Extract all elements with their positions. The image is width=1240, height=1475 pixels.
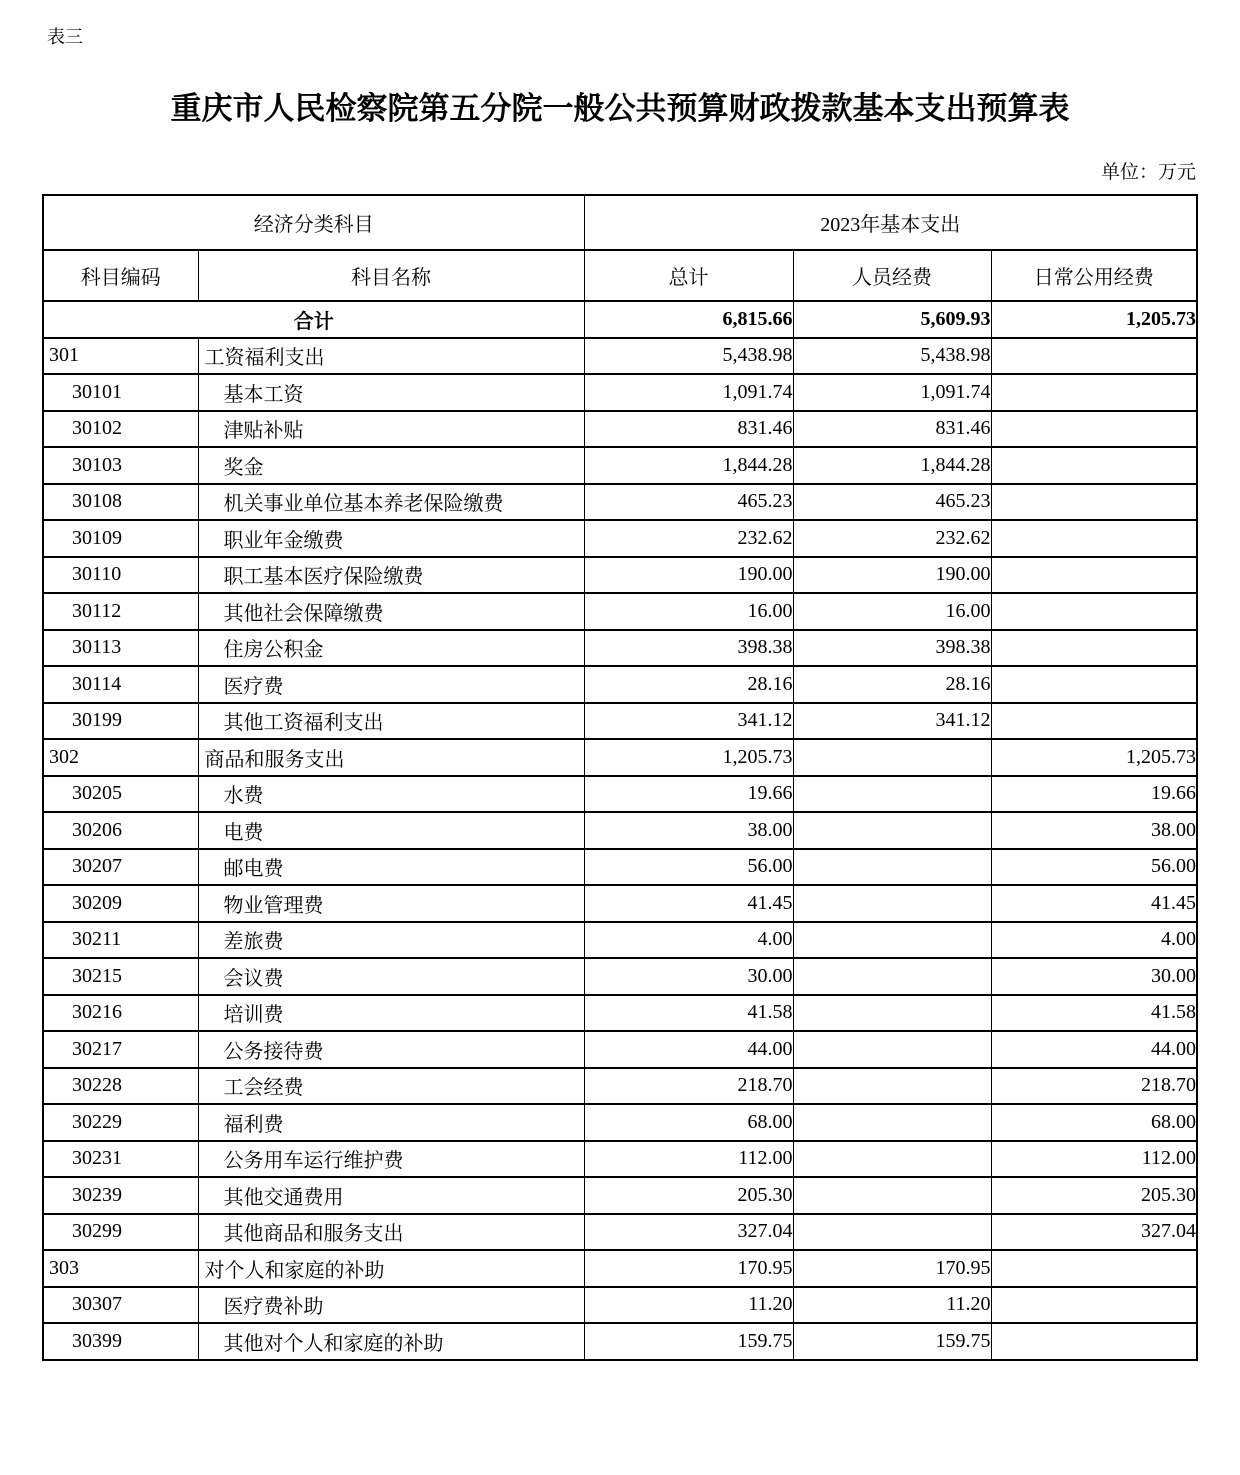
cell-subject-name: 公务接待费: [198, 1031, 584, 1068]
table-row: [43, 885, 1197, 922]
unit-note: 单位：万元: [1100, 162, 1196, 183]
cell-subject-name: 奖金: [198, 447, 584, 484]
table-row: [43, 484, 1197, 521]
cell-subject-code: 30108: [43, 484, 198, 521]
page-title: 重庆市人民检察院第五分院一般公共预算财政拨款基本支出预算表: [170, 91, 1070, 126]
cell-total: 1,205.73: [584, 739, 793, 776]
cell-daily: [991, 1250, 1197, 1287]
cell-total: 38.00: [584, 812, 793, 849]
header-economic-classification: 经济分类科目: [43, 195, 584, 250]
cell-total: 327.04: [584, 1214, 793, 1251]
cell-daily: 205.30: [991, 1177, 1197, 1214]
cell-daily: 41.45: [991, 885, 1197, 922]
cell-personnel: [793, 1031, 991, 1068]
grand-total-row: [43, 301, 1197, 338]
cell-subject-code: 302: [43, 739, 198, 776]
table-row: [43, 447, 1197, 484]
cell-total: 232.62: [584, 520, 793, 557]
cell-total: 218.70: [584, 1068, 793, 1105]
cell-total: 1,091.74: [584, 374, 793, 411]
cell-subject-name: 其他商品和服务支出: [198, 1214, 584, 1251]
table-row: [43, 338, 1197, 375]
cell-subject-code: 303: [43, 1250, 198, 1287]
table-row: [43, 630, 1197, 667]
table-row: [43, 958, 1197, 995]
cell-total: 30.00: [584, 958, 793, 995]
table-row: [43, 1104, 1197, 1141]
cell-subject-name: 其他工资福利支出: [198, 703, 584, 740]
cell-daily: [991, 630, 1197, 667]
table-row: [43, 1323, 1197, 1360]
cell-total: 68.00: [584, 1104, 793, 1141]
cell-total: 341.12: [584, 703, 793, 740]
table-header: [43, 195, 1197, 301]
cell-personnel: 159.75: [793, 1323, 991, 1360]
cell-personnel: 11.20: [793, 1287, 991, 1324]
table-row: [43, 557, 1197, 594]
cell-daily: 19.66: [991, 776, 1197, 813]
cell-subject-code: 30307: [43, 1287, 198, 1324]
cell-personnel: 5,438.98: [793, 338, 991, 375]
table-row: [43, 1287, 1197, 1324]
cell-daily: [991, 447, 1197, 484]
table-row: [43, 812, 1197, 849]
table-row: [43, 666, 1197, 703]
cell-daily: [991, 1323, 1197, 1360]
cell-personnel: 341.12: [793, 703, 991, 740]
cell-total: 41.58: [584, 995, 793, 1032]
header-group-row: [43, 195, 1197, 250]
cell-daily: [991, 374, 1197, 411]
cell-subject-name: 福利费: [198, 1104, 584, 1141]
cell-total: 190.00: [584, 557, 793, 594]
cell-subject-code: 30199: [43, 703, 198, 740]
cell-subject-code: 30216: [43, 995, 198, 1032]
cell-daily: [991, 666, 1197, 703]
cell-subject-name: 基本工资: [198, 374, 584, 411]
cell-subject-code: 30231: [43, 1141, 198, 1178]
cell-subject-name: 医疗费: [198, 666, 584, 703]
cell-subject-code: 30239: [43, 1177, 198, 1214]
cell-subject-name: 公务用车运行维护费: [198, 1141, 584, 1178]
table-row: [43, 374, 1197, 411]
cell-personnel: 170.95: [793, 1250, 991, 1287]
cell-personnel: 1,091.74: [793, 374, 991, 411]
document-page: [0, 25, 1240, 1475]
cell-personnel: [793, 776, 991, 813]
cell-subject-code: 30113: [43, 630, 198, 667]
header-2023-basic-expenditure: 2023年基本支出: [584, 195, 1197, 250]
cell-total: 398.38: [584, 630, 793, 667]
col-header-subject-name: 科目名称: [198, 250, 584, 301]
cell-total: 4.00: [584, 922, 793, 959]
budget-table: [42, 194, 1198, 1361]
cell-daily: 112.00: [991, 1141, 1197, 1178]
grand-total-daily: 1,205.73: [991, 301, 1197, 338]
cell-subject-code: 30114: [43, 666, 198, 703]
cell-daily: [991, 520, 1197, 557]
cell-subject-code: 30209: [43, 885, 198, 922]
cell-personnel: [793, 995, 991, 1032]
cell-personnel: [793, 1141, 991, 1178]
cell-subject-name: 机关事业单位基本养老保险缴费: [198, 484, 584, 521]
cell-subject-name: 其他社会保障缴费: [198, 593, 584, 630]
cell-subject-code: 30217: [43, 1031, 198, 1068]
cell-personnel: 28.16: [793, 666, 991, 703]
cell-subject-name: 会议费: [198, 958, 584, 995]
cell-daily: 218.70: [991, 1068, 1197, 1105]
cell-daily: 30.00: [991, 958, 1197, 995]
cell-subject-code: 30299: [43, 1214, 198, 1251]
cell-total: 112.00: [584, 1141, 793, 1178]
grand-total-label: 合计: [43, 301, 584, 338]
cell-subject-code: 30103: [43, 447, 198, 484]
cell-total: 170.95: [584, 1250, 793, 1287]
cell-total: 11.20: [584, 1287, 793, 1324]
cell-total: 159.75: [584, 1323, 793, 1360]
cell-personnel: 398.38: [793, 630, 991, 667]
cell-subject-code: 30205: [43, 776, 198, 813]
cell-subject-name: 商品和服务支出: [198, 739, 584, 776]
cell-total: 1,844.28: [584, 447, 793, 484]
cell-personnel: 16.00: [793, 593, 991, 630]
cell-subject-code: 30399: [43, 1323, 198, 1360]
col-header-personnel-expense: 人员经费: [793, 250, 991, 301]
cell-subject-name: 邮电费: [198, 849, 584, 886]
cell-total: 44.00: [584, 1031, 793, 1068]
cell-daily: [991, 484, 1197, 521]
cell-subject-name: 工会经费: [198, 1068, 584, 1105]
col-header-total: 总计: [584, 250, 793, 301]
cell-daily: [991, 1287, 1197, 1324]
cell-daily: [991, 593, 1197, 630]
table-body: [43, 301, 1197, 1360]
cell-subject-code: 30229: [43, 1104, 198, 1141]
cell-daily: [991, 703, 1197, 740]
col-header-daily-public-expense: 日常公用经费: [991, 250, 1197, 301]
grand-total-sum: 6,815.66: [584, 301, 793, 338]
cell-subject-code: 30101: [43, 374, 198, 411]
table-row: [43, 995, 1197, 1032]
cell-subject-code: 30207: [43, 849, 198, 886]
cell-daily: 38.00: [991, 812, 1197, 849]
cell-personnel: [793, 1068, 991, 1105]
table-row: [43, 411, 1197, 448]
table-row: [43, 1141, 1197, 1178]
cell-subject-name: 水费: [198, 776, 584, 813]
table-row: [43, 1250, 1197, 1287]
table-row: [43, 849, 1197, 886]
cell-subject-name: 其他对个人和家庭的补助: [198, 1323, 584, 1360]
cell-daily: 4.00: [991, 922, 1197, 959]
table-row: [43, 776, 1197, 813]
cell-daily: 41.58: [991, 995, 1197, 1032]
table-row: [43, 593, 1197, 630]
cell-subject-name: 工资福利支出: [198, 338, 584, 375]
cell-daily: 56.00: [991, 849, 1197, 886]
cell-personnel: [793, 885, 991, 922]
cell-total: 16.00: [584, 593, 793, 630]
cell-subject-code: 30110: [43, 557, 198, 594]
table-row: [43, 520, 1197, 557]
cell-subject-code: 30109: [43, 520, 198, 557]
cell-personnel: [793, 922, 991, 959]
cell-subject-name: 职业年金缴费: [198, 520, 584, 557]
cell-personnel: [793, 849, 991, 886]
cell-subject-code: 30206: [43, 812, 198, 849]
cell-personnel: 232.62: [793, 520, 991, 557]
cell-personnel: [793, 1104, 991, 1141]
column-header-row: [43, 250, 1197, 301]
cell-subject-name: 物业管理费: [198, 885, 584, 922]
col-header-subject-code: 科目编码: [43, 250, 198, 301]
cell-total: 205.30: [584, 1177, 793, 1214]
cell-daily: 68.00: [991, 1104, 1197, 1141]
cell-subject-code: 30112: [43, 593, 198, 630]
table-row: [43, 1031, 1197, 1068]
cell-subject-name: 差旅费: [198, 922, 584, 959]
cell-personnel: [793, 1214, 991, 1251]
cell-personnel: 190.00: [793, 557, 991, 594]
cell-subject-name: 对个人和家庭的补助: [198, 1250, 584, 1287]
cell-subject-name: 其他交通费用: [198, 1177, 584, 1214]
cell-daily: [991, 338, 1197, 375]
cell-daily: 1,205.73: [991, 739, 1197, 776]
table-label: 表三: [47, 27, 83, 47]
cell-total: 41.45: [584, 885, 793, 922]
table-row: [43, 739, 1197, 776]
table-row: [43, 922, 1197, 959]
cell-daily: [991, 411, 1197, 448]
cell-total: 5,438.98: [584, 338, 793, 375]
cell-subject-name: 医疗费补助: [198, 1287, 584, 1324]
cell-subject-code: 30102: [43, 411, 198, 448]
table-row: [43, 1214, 1197, 1251]
cell-total: 465.23: [584, 484, 793, 521]
table-row: [43, 703, 1197, 740]
table-row: [43, 1068, 1197, 1105]
cell-subject-name: 住房公积金: [198, 630, 584, 667]
cell-daily: [991, 557, 1197, 594]
cell-subject-code: 30211: [43, 922, 198, 959]
cell-subject-name: 培训费: [198, 995, 584, 1032]
cell-daily: 327.04: [991, 1214, 1197, 1251]
grand-total-personnel: 5,609.93: [793, 301, 991, 338]
cell-personnel: [793, 812, 991, 849]
cell-total: 19.66: [584, 776, 793, 813]
cell-subject-code: 30215: [43, 958, 198, 995]
cell-total: 28.16: [584, 666, 793, 703]
cell-subject-name: 津贴补贴: [198, 411, 584, 448]
cell-total: 831.46: [584, 411, 793, 448]
cell-total: 56.00: [584, 849, 793, 886]
table-row: [43, 1177, 1197, 1214]
cell-subject-name: 职工基本医疗保险缴费: [198, 557, 584, 594]
cell-personnel: 465.23: [793, 484, 991, 521]
cell-personnel: 1,844.28: [793, 447, 991, 484]
cell-subject-code: 30228: [43, 1068, 198, 1105]
cell-subject-name: 电费: [198, 812, 584, 849]
cell-daily: 44.00: [991, 1031, 1197, 1068]
cell-subject-code: 301: [43, 338, 198, 375]
cell-personnel: [793, 958, 991, 995]
cell-personnel: [793, 739, 991, 776]
cell-personnel: 831.46: [793, 411, 991, 448]
cell-personnel: [793, 1177, 991, 1214]
